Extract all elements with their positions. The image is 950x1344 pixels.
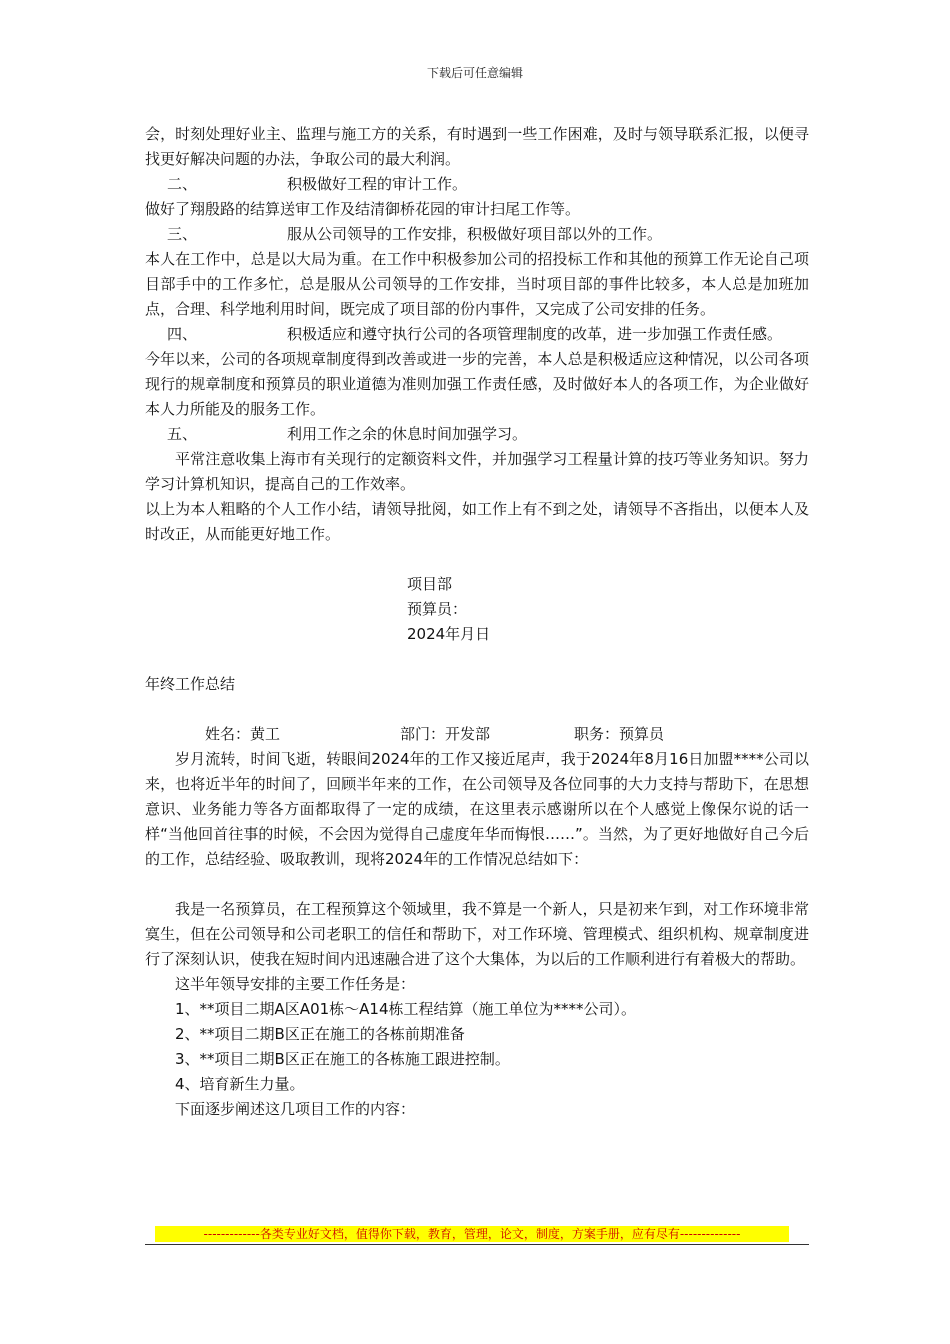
paragraph: 我是一名预算员，在工程预算这个领域里，我不算是一个新人，只是初来乍到，对工作环境非常寞生，但在公司领导和公司老职工的信任和帮助下，对工作环境、管理模式、组织机构、规章制度进行了深刻认识，使我在短时间内迅速融合进了这个大集体，为以后的工作顺利进行有着极大的帮助。	[145, 900, 809, 968]
section-number: 四、	[167, 325, 198, 343]
section-title: 服从公司领导的工作安排，积极做好项目部以外的工作。	[287, 225, 663, 243]
paragraph: 下面逐步阐述这几项目工作的内容：	[175, 1100, 416, 1118]
paragraph: 岁月流转，时间飞逝，转眼间2024年的工作又接近尾声，我于2024年8月16日加盟****公司以来，也将近半年的时间了，回顾半年来的工作，在公司领导及各位同事的大力支持与帮助下，在思想意识、业务能力等各方面都取得了一定的成绩，在这里表示感谢所以在个人感觉上像保尔说的话一样“当他回首往事的时候，不会因为觉得自己虚度年华而悔恨……”。当然，为了更好地做好自己今后的工作，总结经验、吸取教训，现将2024年的工作情况总结如下：	[145, 750, 809, 868]
document-title: 年终工作总结	[145, 675, 236, 693]
document-body	[145, 122, 809, 1122]
footer-divider	[145, 1244, 809, 1245]
author-info	[145, 722, 809, 747]
tasks-intro: 这半年领导安排的主要工作任务是：	[175, 975, 416, 993]
paragraph: 做好了翔殷路的结算送审工作及结清御桥花园的审计扫尾工作等。	[145, 200, 581, 218]
section-heading	[145, 322, 809, 347]
author-department: 部门：开发部	[400, 725, 491, 743]
section-heading	[145, 222, 809, 247]
paragraph: 会，时刻处理好业主、监理与施工方的关系，有时遇到一些工作困难，及时与领导联系汇报，以便寻找更好解决问题的办法，争取公司的最大利润。	[145, 125, 809, 168]
section-title: 积极做好工程的审计工作。	[287, 175, 468, 193]
paragraph: 平常注意收集上海市有关现行的定额资料文件，并加强学习工程量计算的技巧等业务知识。努力学习计算机知识，提高自己的工作效率。	[145, 450, 809, 493]
signature-role: 预算员：	[407, 600, 468, 618]
paragraph: 今年以来，公司的各项规章制度得到改善或进一步的完善，本人总是积极适应这种情况，以公司各项现行的规章制度和预算员的职业道德为准则加强工作责任感，及时做好本人的各项工作，为企业做好本人力所能及的服务工作。	[145, 350, 809, 418]
paragraph: 以上为本人粗略的个人工作小结，请领导批阅，如工作上有不到之处，请领导不吝指出，以便本人及时改正，从而能更好地工作。	[145, 500, 809, 543]
section-number: 二、	[167, 175, 198, 193]
signature-date: 2024年月日	[407, 625, 491, 643]
page-header: 下载后可任意编辑	[426, 66, 523, 80]
paragraph: 本人在工作中，总是以大局为重。在工作中积极参加公司的招投标工作和其他的预算工作无论自己项目部手中的工作多忙，总是服从公司领导的工作安排，当时项目部的事件比较多，本人总是加班加点，合理、科学地利用时间，既完成了项目部的份内事件，又完成了公司安排的任务。	[145, 250, 809, 318]
task-item: 3、**项目二期B区正在施工的各栋施工跟进控制。	[175, 1050, 510, 1068]
section-heading	[145, 422, 809, 447]
author-position: 职务：预算员	[574, 725, 665, 743]
task-item: 4、培育新生力量。	[175, 1075, 305, 1093]
section-number: 三、	[167, 225, 198, 243]
task-item: 2、**项目二期B区正在施工的各栋前期准备	[175, 1025, 465, 1043]
footer-banner: -------------各类专业好文档，值得你下载，教育，管理，论文，制度，方案手册，应有尽有--------------	[155, 1226, 789, 1242]
section-title: 利用工作之余的休息时间加强学习。	[287, 425, 528, 443]
task-item: 1、**项目二期A区A01栋～A14栋工程结算（施工单位为****公司）。	[175, 1000, 637, 1018]
section-title: 积极适应和遵守执行公司的各项管理制度的改革，进一步加强工作责任感。	[287, 325, 783, 343]
author-name: 姓名：黄工	[205, 725, 281, 743]
section-heading	[145, 172, 809, 197]
section-number: 五、	[167, 425, 198, 443]
signature-dept: 项目部	[407, 575, 453, 593]
